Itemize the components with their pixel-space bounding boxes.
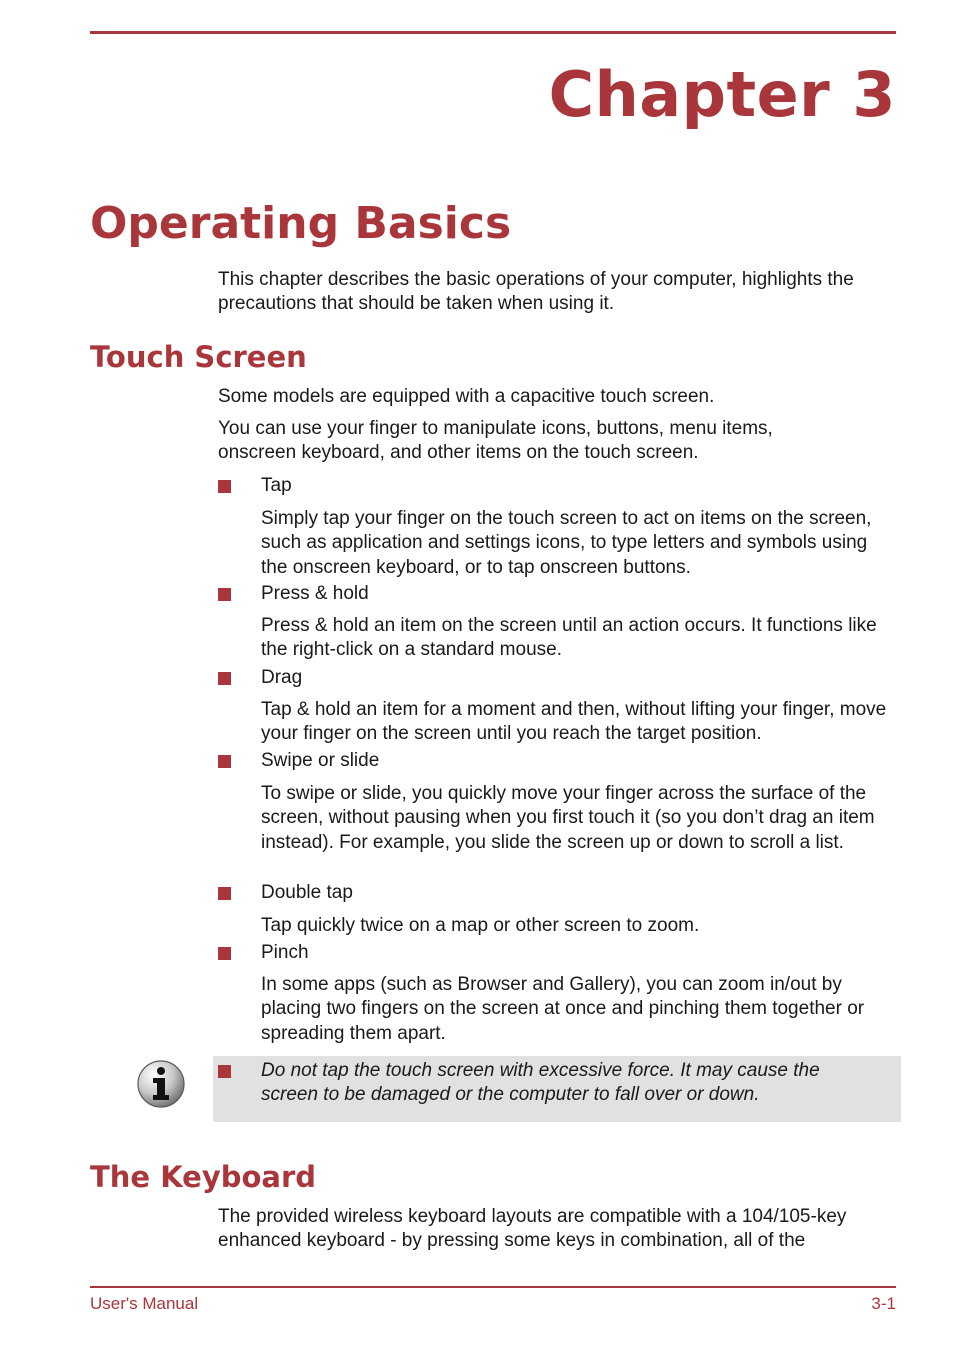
gesture-title-double-tap: Double tap (261, 882, 353, 903)
footer-page-number: 3-1 (871, 1294, 896, 1313)
gesture-title-pinch: Pinch (261, 942, 309, 963)
gesture-desc-press-hold: Press & hold an item on the screen until an action occurs. It functions like the right-click on a standard mouse. (261, 615, 877, 661)
gesture-title-tap: Tap (261, 475, 292, 496)
square-bullet-icon (218, 755, 231, 768)
gesture-desc-drag: Tap & hold an item for a moment and then, without lifting your finger, move your finger on the screen until you reach the target position. (261, 699, 887, 745)
touch-screen-para-2: You can use your finger to manipulate icons, buttons, menu items, onscreen keyboard, and other items on the touch screen. (218, 418, 773, 464)
square-bullet-icon (218, 588, 231, 601)
gesture-title-swipe: Swipe or slide (261, 750, 380, 771)
gesture-desc-swipe: To swipe or slide, you quickly move your finger across the surface of the screen, without pausing when you first touch it (so you don’t drag an item instead). For example, you slide the screen up or down to scroll a list. (261, 783, 875, 853)
page-title: Operating Basics (90, 198, 512, 249)
footer-manual-label: User's Manual (90, 1294, 199, 1313)
gesture-title-drag: Drag (261, 667, 303, 688)
gesture-desc-tap: Simply tap your finger on the touch screen to act on items on the screen, such as application and settings icons, to type letters and symbols using the onscreen keyboard, or to tap onscreen buttons. (261, 508, 872, 578)
gesture-desc-double-tap: Tap quickly twice on a map or other screen to zoom. (261, 915, 700, 936)
gesture-desc-pinch: In some apps (such as Browser and Gallery), you can zoom in/out by placing two fingers on the screen at once and pinching them together or spreading them apart. (261, 974, 865, 1044)
top-rule (90, 31, 896, 34)
intro-paragraph: This chapter describes the basic operations of your computer, highlights the precautions that should be taken when using it. (218, 269, 854, 315)
info-icon (136, 1059, 186, 1109)
square-bullet-icon (218, 480, 231, 493)
bottom-rule (90, 1286, 896, 1288)
chapter-title: Chapter 3 (548, 58, 896, 131)
touch-screen-heading: Touch Screen (90, 340, 307, 374)
keyboard-paragraph: The provided wireless keyboard layouts are compatible with a 104/105-key enhanced keyboard - by pressing some keys in combination, all of the (218, 1206, 847, 1252)
square-bullet-icon (218, 672, 231, 685)
keyboard-heading: The Keyboard (90, 1160, 317, 1194)
square-bullet-icon (218, 1065, 231, 1078)
square-bullet-icon (218, 887, 231, 900)
gesture-title-press-hold: Press & hold (261, 583, 369, 604)
touch-screen-para-1: Some models are equipped with a capacitive touch screen. (218, 386, 715, 407)
note-text: Do not tap the touch screen with excessive force. It may cause the screen to be damaged or the computer to fall over or down. (261, 1060, 820, 1106)
square-bullet-icon (218, 947, 231, 960)
